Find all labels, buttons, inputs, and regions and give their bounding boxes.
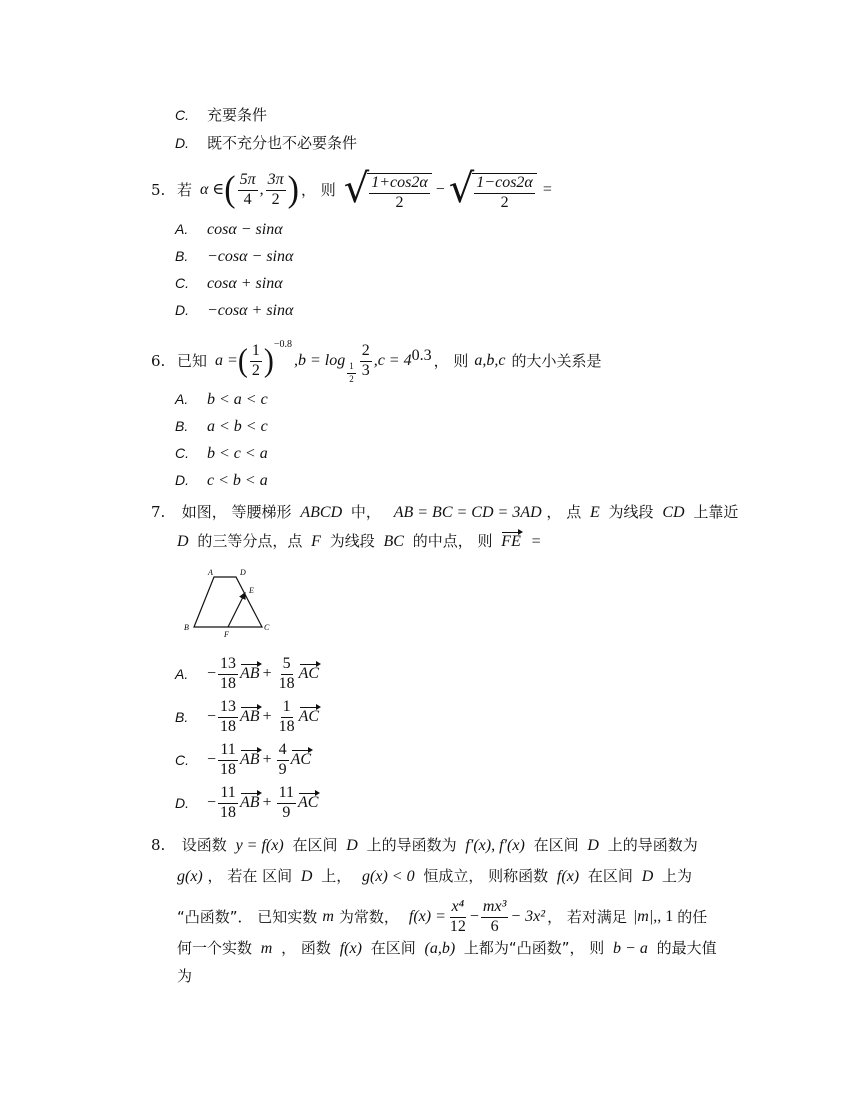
stem-text: 为线段 (608, 503, 654, 521)
option-letter: B. (175, 248, 189, 264)
coefficient-2: $\frac{11}{9}$ (278, 783, 295, 821)
fraction-1-2: $\frac{1}{2}$ (251, 341, 260, 379)
option-text: −cosα − sinα (207, 248, 294, 265)
stem-text: 在区间 (292, 836, 338, 854)
math-text: g(x) (177, 868, 203, 885)
equals-sign: = (542, 181, 552, 198)
vector-ac: AC (298, 708, 320, 725)
q7-option-d: D. − $\frac{11}{18}$ AB + $\frac{11}{9}$ AC (175, 783, 319, 821)
math-text: AB = BC = CD = 3AD (393, 504, 542, 521)
q7-option-b: B. − $\frac{13}{18}$ AB + $\frac{1}{18}$ AC (175, 697, 320, 735)
option-letter: D. (175, 472, 189, 488)
option-letter: C. (175, 445, 189, 461)
math-text: ABCD (300, 504, 343, 521)
q6-option-c (175, 446, 268, 462)
stem-text: 的最大值 (656, 939, 717, 957)
question-number: 5. (151, 180, 166, 199)
fraction-2-3: $\frac{2}{3}$ (361, 341, 370, 379)
sqrt-expression-1: √ $\frac{1+\cos 2\alpha}{2}$ (344, 169, 432, 212)
option-letter: D. (175, 302, 189, 318)
stem-text: 的任 (677, 907, 708, 926)
vector-ab: AB (240, 665, 260, 682)
stem-text: 若 (177, 180, 193, 199)
stem-text: 恒成立， 则称函数 (423, 867, 549, 885)
q8-stem-line3: “凸函数”． 已知实数 m 为常数， f(x) = $\frac{\text{x⁴}}{12}$ − $\frac{\text{mx³}}{6}$ − 3x² ， 若对满足 |m| ,, 1 的任 (177, 897, 708, 935)
coefficient-1: $\frac{13}{18}$ (220, 654, 237, 692)
trapezoid-figure (178, 565, 278, 641)
math-text: f′(x), f′(x) (465, 837, 525, 854)
coefficient-1: $\frac{13}{18}$ (220, 697, 237, 735)
math-text: ,, 1 (653, 908, 674, 925)
q6-option-b (175, 419, 268, 435)
label-f: F (224, 630, 229, 639)
math-vars: a,b,c (474, 352, 506, 369)
stem-text: 为线段 (329, 532, 375, 550)
q8-stem-line1 (151, 838, 698, 854)
math-text: D (300, 868, 313, 885)
math-text: f(x) (339, 940, 362, 957)
minus-sign: − (435, 181, 445, 198)
stem-text: 已知 (177, 351, 208, 370)
trapezoid-shape (194, 577, 262, 627)
option-letter: B. (175, 709, 189, 725)
stem-text: 如图， 等腰梯形 (181, 503, 292, 521)
math-text: F (311, 533, 321, 550)
option-letter: D. (175, 795, 189, 811)
q6-option-a (175, 392, 268, 408)
option-letter: D. (175, 135, 189, 151)
math-text: f(x) = (408, 908, 446, 925)
math-c-eq: ,c = 4 (373, 352, 412, 369)
question-number: 8. (151, 836, 166, 854)
right-paren: ) (287, 169, 299, 210)
vector-fe-arrow (228, 593, 245, 627)
q8-stem-line4 (177, 941, 717, 957)
math-text: m (322, 908, 334, 925)
math-text: − 3x² (510, 908, 546, 925)
option-text: −cosα + sinα (207, 302, 294, 319)
q8-stem-line2 (177, 869, 692, 885)
math-text: y = f(x) (235, 837, 284, 854)
coefficient-2: $\frac{4}{9}$ (278, 740, 287, 778)
math-text: D (641, 868, 654, 885)
equals-sign: = (531, 533, 541, 550)
q4-option-d (175, 136, 357, 151)
vector-ab: AB (240, 708, 260, 725)
option-letter: C. (175, 752, 189, 768)
option-letter: C. (175, 107, 189, 123)
stem-text: “凸函数”． 已知实数 (177, 907, 318, 926)
exponent: −0.8 (273, 339, 292, 350)
coefficient-1: $\frac{11}{18}$ (220, 740, 237, 778)
stem-text: ， 点 (546, 503, 582, 521)
question-number: 6. (151, 351, 166, 370)
q6-option-d (175, 473, 268, 489)
math-text: g(x) < 0 (362, 868, 415, 885)
q7-option-c: C. − $\frac{11}{18}$ AB + $\frac{4}{9}$ AC (175, 740, 312, 778)
stem-text: 上靠近 (693, 503, 739, 521)
log-base: $\frac{1}{2}$ (349, 361, 354, 384)
fraction-mx3-6: $\frac{\text{mx³}}{6}$ (482, 897, 507, 935)
option-text: cosα − sinα (207, 221, 283, 238)
stem-text: 上都为“凸函数”， 则 (463, 939, 605, 957)
q6-stem: 6. 已知 a = ( $\frac{1}{2}$ ) $^{-0.8}$ ,b = log $\frac{1}{2}$ $\frac{2}{3}$ ,c = 4 0.3 ， 则 a,b,c 的大小关系是 (151, 339, 602, 384)
stem-text: ， 若对满足 (547, 907, 627, 926)
label-e: E (249, 586, 254, 595)
stem-text: 上的导函数为 (366, 836, 457, 854)
math-text: BC (383, 533, 404, 550)
math-text: D (346, 837, 358, 854)
math-text: (a,b) (424, 940, 456, 957)
q7-stem-line2 (177, 534, 541, 550)
coefficient-1: $\frac{11}{18}$ (220, 783, 237, 821)
q5-option-d (175, 303, 293, 319)
vector-ab: AB (240, 794, 260, 811)
stem-text: ， 则 (433, 351, 469, 370)
question-number: 7. (151, 503, 166, 521)
math-text: E (589, 504, 600, 521)
stem-text: 的大小关系是 (511, 351, 602, 370)
math-text: b − a (613, 940, 648, 957)
stem-text: ， 则 (300, 180, 336, 199)
vector-ac: AC (290, 751, 312, 768)
q5-option-c (175, 276, 283, 292)
stem-text: 上为 (662, 867, 693, 885)
math-text: D (587, 837, 599, 854)
math-b-eq: ,b = log (293, 352, 346, 369)
option-text: b < a < c (207, 391, 268, 408)
option-letter: A. (175, 391, 189, 407)
option-letter: C. (175, 275, 189, 291)
q4-option-c (175, 108, 267, 123)
coefficient-2: $\frac{1}{18}$ (278, 697, 295, 735)
fraction-3pi-2: $\frac{3\pi}{2}$ (267, 170, 284, 208)
math-a-eq: a = (215, 352, 238, 369)
left-paren: ( (224, 169, 236, 210)
q8-stem-line5 (177, 969, 192, 984)
option-letter: A. (175, 221, 189, 237)
stem-text: 上， (321, 867, 352, 885)
q5-stem: 5. 若 α ∈ ( $\frac{5\pi}{4}$ , $\frac{3\pi}{2}$ ) ， 则 √ $\frac{1+\cos 2\alpha}{2}$ − √ $\frac{1-\cos 2\alpha}{2}$ = (151, 165, 552, 212)
label-b: B (184, 623, 189, 632)
option-letter: A. (175, 666, 189, 682)
stem-text: 在区间 (533, 836, 579, 854)
coefficient-2: $\frac{5}{18}$ (278, 654, 295, 692)
stem-text: 的三等分点，点 (197, 532, 303, 550)
math-text: |m| (632, 908, 654, 925)
math-alpha-in: α ∈ (200, 181, 225, 198)
option-text: 既不充分也不必要条件 (207, 134, 358, 152)
math-text: D (177, 533, 189, 550)
stem-text: 的中点， 则 (412, 532, 493, 550)
q7-option-a: A. − $\frac{13}{18}$ AB + $\frac{5}{18}$ AC (175, 654, 320, 692)
math-text: m (260, 940, 273, 957)
math-text: CD (662, 504, 685, 521)
stem-text: 上的导函数为 (607, 836, 698, 854)
label-c: C (264, 623, 270, 632)
vector-ac: AC (298, 794, 319, 811)
label-a: A (208, 568, 213, 577)
q7-stem-line1 (151, 505, 738, 521)
option-text: b < c < a (207, 445, 268, 462)
q5-option-b (175, 249, 293, 265)
option-text: cosα + sinα (207, 275, 283, 292)
stem-text: 中， (350, 503, 381, 521)
fraction-5pi-4: $\frac{5\pi}{4}$ (239, 170, 256, 208)
option-text: 充要条件 (207, 106, 268, 124)
q5-option-a (175, 222, 283, 238)
label-d: D (240, 568, 246, 577)
vector-fe: FE (501, 533, 521, 550)
stem-text: 在区间 (587, 867, 633, 885)
stem-text: ， 若在 区间 (207, 867, 293, 885)
option-letter: B. (175, 418, 189, 434)
option-text: c < b < a (207, 472, 268, 489)
exponent: 0.3 (411, 347, 432, 364)
stem-text: ， 函数 (281, 939, 331, 957)
stem-text: 为 (177, 967, 193, 985)
math-text: f(x) (556, 868, 580, 885)
stem-text: 设函数 (181, 836, 227, 854)
sqrt-expression-2: √ $\frac{1-\cos 2\alpha}{2}$ (449, 169, 537, 212)
vector-ab: AB (240, 751, 260, 768)
stem-text: 何一个实数 (177, 939, 253, 957)
stem-text: 在区间 (370, 939, 416, 957)
option-text: a < b < c (207, 418, 268, 435)
fraction-x4-12: $\frac{\text{x⁴}}{12}$ (449, 897, 466, 935)
vector-ac: AC (298, 665, 320, 682)
stem-text: 为常数， (338, 907, 399, 926)
